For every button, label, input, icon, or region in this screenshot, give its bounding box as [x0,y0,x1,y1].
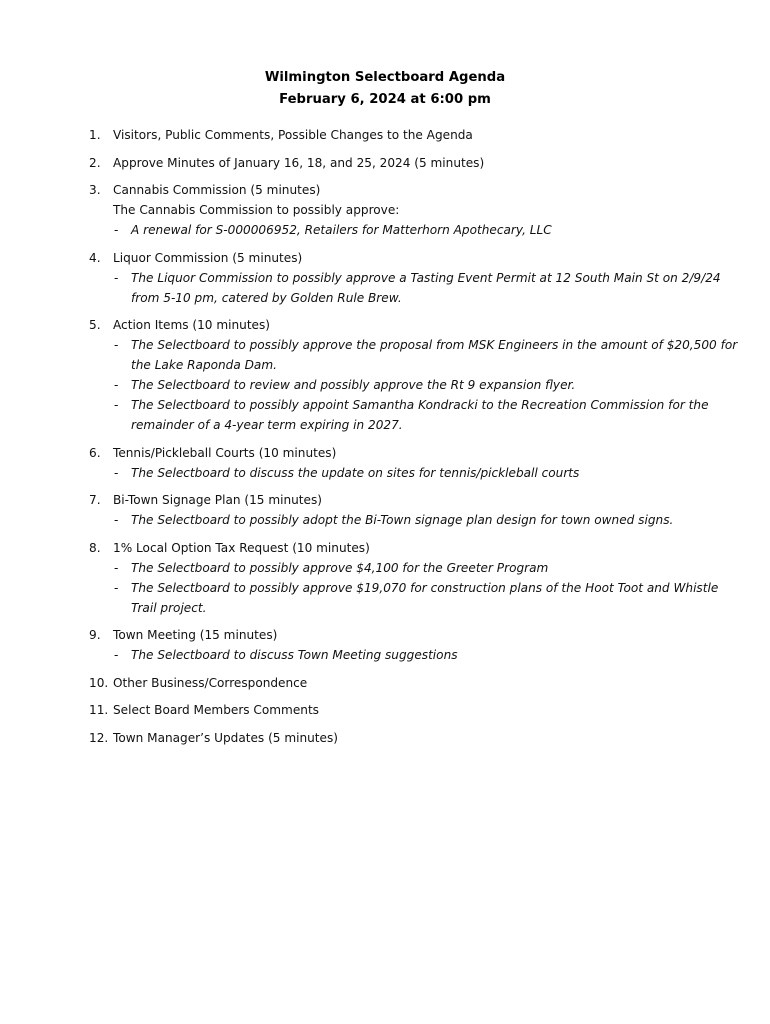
agenda-item-number: 11. [89,703,109,717]
agenda-subitem-text: The Liquor Commission to possibly approve a Tasting Event Permit at 12 South Main St on 2/9/24 from 5-10 pm, catered by Golden Rule Brew. [131,270,721,305]
agenda-item [89,315,739,435]
agenda-subitem [113,558,739,578]
agenda-item-number: 10. [89,675,109,690]
agenda-subitem-text: The Selectboard to possibly approve the proposal from MSK Engineers in the amount of $20,500 for the Lake Raponda Dam. [131,338,738,372]
dash-bullet-icon: - [114,513,119,527]
agenda-item-title: Action Items (10 minutes) [113,318,271,332]
dash-bullet-icon: - [114,560,119,575]
dash-bullet-icon: - [114,398,119,412]
agenda-subitem-text: The Selectboard to possibly approve $19,070 for construction plans of the Hoot Toot and Whistle Trail project. [131,580,719,615]
agenda-subitem-text: The Selectboard to possibly approve $4,100 for the Greeter Program [131,560,549,575]
agenda-item-title: Town Meeting (15 minutes) [113,628,278,642]
agenda-item [89,125,739,145]
agenda-item-title: Town Manager’s Updates (5 minutes) [113,730,339,745]
agenda-item [89,443,739,483]
title-block [0,67,770,111]
agenda-item-number: 4. [89,250,101,265]
agenda-subitem-text: The Selectboard to review and possibly approve the Rt 9 expansion flyer. [131,378,576,392]
agenda-item-title: 1% Local Option Tax Request (10 minutes) [113,540,370,555]
agenda-item-title: Other Business/Correspondence [113,675,308,690]
agenda-subitem [113,463,739,483]
dash-bullet-icon: - [114,465,119,480]
agenda-item [89,490,739,530]
agenda-item-note: The Cannabis Commission to possibly approve: [113,203,400,217]
dash-bullet-icon: - [114,648,119,662]
agenda-item-number: 2. [89,155,101,170]
page-title: Wilmington Selectboard Agenda [264,70,506,85]
agenda-subitem [113,268,739,308]
agenda-item [89,538,739,618]
agenda-subitem-text: The Selectboard to possibly adopt the Bi-Town signage plan design for town owned signs. [131,513,674,527]
agenda-subitem [113,375,739,395]
agenda-subitem [113,335,739,375]
agenda-subitem [113,395,739,435]
agenda-item-title: Bi-Town Signage Plan (15 minutes) [113,493,322,507]
agenda-subitem-text: A renewal for S-000006952, Retailers for Matterhorn Apothecary, LLC [131,223,552,237]
agenda-item-title: Visitors, Public Comments, Possible Changes to the Agenda [113,128,473,142]
agenda-item [89,700,739,720]
agenda-subitem [113,220,739,240]
agenda-item-title: Tennis/Pickleball Courts (10 minutes) [113,445,337,460]
agenda-item-number: 3. [89,183,101,197]
agenda-item-number: 9. [89,628,101,642]
agenda-item [89,625,739,665]
dash-bullet-icon: - [114,270,119,285]
agenda-item [89,728,739,748]
agenda-subitem-text: The Selectboard to discuss the update on sites for tennis/pickleball courts [131,465,580,480]
agenda-item-number: 8. [89,540,101,555]
agenda-subitem [113,578,739,618]
agenda-item-title: Select Board Members Comments [113,703,319,717]
agenda-item [89,673,739,693]
agenda-item-number: 12. [89,730,109,745]
agenda-item-number: 7. [89,493,101,507]
dash-bullet-icon: - [114,580,119,595]
agenda-item-number: 6. [89,445,101,460]
meeting-date: February 6, 2024 at 6:00 pm [279,92,491,107]
agenda-item [89,153,739,173]
dash-bullet-icon: - [114,223,119,237]
agenda-item-number: 1. [89,128,101,142]
dash-bullet-icon: - [114,338,119,352]
agenda-item-title: Cannabis Commission (5 minutes) [113,183,321,197]
agenda-item [89,180,739,240]
dash-bullet-icon: - [114,378,119,392]
agenda-item [89,248,739,308]
agenda-item-number: 5. [89,318,101,332]
agenda-subitem-text: The Selectboard to possibly appoint Samantha Kondracki to the Recreation Commission for the remainder of a 4-year term expiring in 2027. [131,398,709,432]
agenda-item-title: Liquor Commission (5 minutes) [113,250,303,265]
agenda-item-title: Approve Minutes of January 16, 18, and 25, 2024 (5 minutes) [113,155,485,170]
agenda-subitem [113,645,739,665]
agenda-list [89,125,739,755]
agenda-subitem-text: The Selectboard to discuss Town Meeting suggestions [131,648,458,662]
agenda-subitem [113,510,739,530]
